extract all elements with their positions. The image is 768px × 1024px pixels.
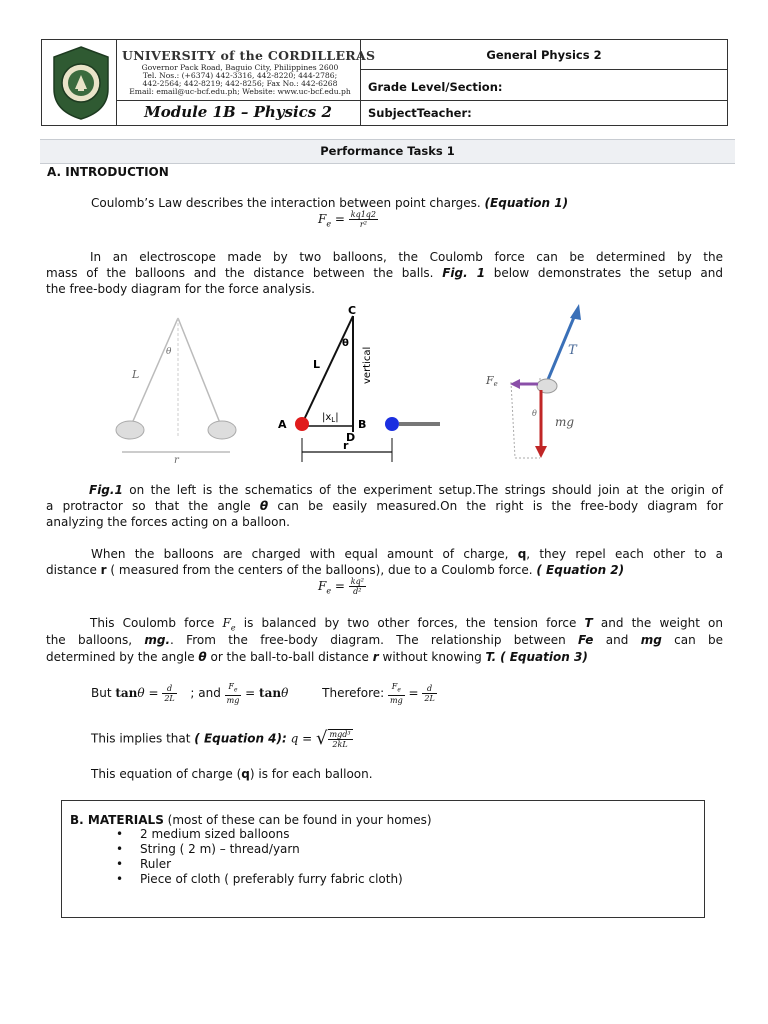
p3-fig-ref: Fig.1 — [89, 483, 123, 497]
p4-line1-b: , they repel each other to a — [526, 547, 723, 561]
p2-line2-text: mass of the balloons and the distance between the balls. — [46, 266, 434, 280]
eq3-theta-1: θ — [137, 685, 145, 700]
equation-3-line — [91, 682, 437, 705]
module-title: Module 1B – Physics 2 — [144, 103, 332, 121]
eq3-Fe-sub: e — [233, 686, 238, 694]
p5-Fe: F — [222, 616, 231, 630]
p5-line2-b: . From the free-body diagram. The relationship between — [170, 633, 579, 647]
fig-label-r-schematic: r — [174, 455, 179, 466]
intro-paragraph-7 — [91, 766, 373, 782]
address-line-4: Email: email@uc-bcf.edu.ph; Website: www.uc-bcf.edu.ph — [129, 87, 351, 96]
fig-label-Fe: Fe — [486, 374, 498, 388]
eq3-and: ; and — [186, 685, 225, 700]
header-divider-logo — [116, 40, 117, 125]
materials-list — [116, 827, 403, 887]
eq1-numerator: kq1q2 — [350, 210, 377, 219]
performance-task-title: Performance Tasks 1 — [320, 144, 455, 158]
eq4-q: q — [290, 731, 299, 746]
course-title: General Physics 2 — [486, 48, 602, 62]
materials-heading — [70, 812, 432, 828]
eq3-mg-2: mg — [390, 695, 403, 705]
p5-line3-c: without knowing — [378, 650, 486, 664]
list-item: • Piece of cloth ( preferably furry fabric cloth) — [116, 872, 403, 887]
eq3-2L-2: 2L — [424, 693, 435, 703]
eq3-mg-1: mg — [226, 695, 240, 705]
p5-r: r — [372, 650, 379, 664]
p3-theta: θ — [259, 499, 269, 513]
eq3-therefore: Therefore: — [322, 685, 388, 700]
intro-p1-text: Coulomb’s Law describes the interaction between point charges. — [91, 196, 485, 210]
eq1-lhs: F — [318, 212, 327, 226]
eq1-denominator: r² — [359, 220, 367, 229]
eq3-tan-1: tan — [115, 685, 138, 700]
p3-line2-a: a protractor so that the angle — [46, 499, 260, 513]
eq3-equals-2: = — [241, 685, 260, 700]
eq3-Fe-2: F — [391, 682, 398, 691]
eq4-denominator: 2kL — [332, 740, 348, 749]
fig-label-B: B — [358, 418, 367, 431]
intro-paragraph-2-line-3: the free-body diagram for the force analysis. — [46, 282, 315, 296]
fig-label-xL: $|x_L|$ — [322, 412, 339, 424]
eq3-tan-2: tan — [259, 685, 282, 700]
figure-1-schematic — [116, 318, 236, 466]
eq3-Fe: F — [228, 682, 234, 691]
university-seal-logo — [50, 45, 112, 121]
p4-line2-a: distance — [46, 563, 101, 577]
intro-paragraph-2-line-1: In an electroscope made by two balloons, the Coulomb force can be determined by the — [90, 250, 723, 264]
p5-T-end: T. — [485, 650, 497, 664]
p5-line2-d: can be — [661, 633, 723, 647]
fig-label-D: D — [346, 431, 356, 444]
eq2-numerator: kq² — [350, 577, 364, 586]
fig-label-theta-fbd: θ — [532, 409, 537, 418]
figure-1-free-body-diagram — [485, 304, 581, 458]
figure-1-geometry — [278, 304, 440, 462]
p4-line1-a: When the balloons are charged with equal amount of charge, — [91, 547, 518, 561]
figure-1 — [100, 298, 600, 468]
p5-line2-a: the balloons, — [46, 633, 145, 647]
eq3-equals-3: = — [404, 685, 423, 700]
eq3-equals-1: = — [144, 685, 163, 700]
p4-q: q — [517, 547, 527, 561]
intro-paragraph-5-line-2 — [46, 632, 723, 648]
eq3-but: But — [91, 685, 116, 700]
fig-label-vertical: vertical — [362, 346, 373, 384]
fig-label-C: C — [348, 304, 357, 317]
header-table — [41, 39, 728, 126]
p5-line1-b: is balanced by two other forces, the tension force — [235, 616, 585, 630]
grade-level-label: Grade Level/Section: — [368, 80, 503, 94]
eq3-2L-1: 2L — [164, 693, 175, 703]
equation-2: $F_e$ = $\frac{\text{kq²}}{\text{d²}}$ — [318, 577, 364, 596]
fig-label-L-schematic: L — [132, 368, 140, 381]
address-line-3: 442-2564; 442-8219; 442-8256; Fax No.: 442-6268 — [142, 79, 338, 88]
eq3-d-1: d — [162, 684, 176, 694]
performance-task-bar — [40, 139, 735, 164]
eq4-numerator: mgd³ — [329, 730, 351, 739]
equation-1: $F_e$ = $\frac{kq1q2}{\text{r²}}$ — [318, 210, 377, 229]
p3-line1-text: on the left is the schematics of the experiment setup.The strings should join at the origin of — [122, 483, 723, 497]
p5-mg2: mg — [640, 633, 662, 647]
intro-paragraph-4-line-2 — [46, 562, 624, 578]
fig-label-mg: mg — [555, 415, 575, 429]
fig-label-L-geometry: L — [313, 358, 321, 371]
eq3-d-2: d — [422, 684, 436, 694]
p5-Fe-sub: e — [230, 623, 236, 633]
eq3-Fe-frac — [225, 682, 242, 696]
p4-line2-b: ( measured from the centers of the balloons), due to a Coulomb force. — [106, 563, 537, 577]
eq3-Fe-sub-2: e — [397, 686, 401, 694]
materials-label: B. MATERIALS — [70, 813, 164, 827]
equation-3-ref: ( Equation 3) — [500, 650, 588, 664]
p5-theta: θ — [198, 650, 207, 664]
p2-fig-ref: Fig. 1 — [442, 266, 486, 280]
p5-line2-c: and — [593, 633, 641, 647]
sqrt-symbol: √ — [316, 728, 328, 749]
eq2-sub: e — [326, 586, 332, 596]
materials-note: (most of these can be found in your homes) — [163, 813, 432, 827]
p7-a: This equation of charge ( — [91, 767, 242, 781]
eq3-Fe-frac-2 — [388, 682, 405, 696]
eq1-sub: e — [326, 219, 332, 229]
intro-paragraph-3-line-2 — [46, 498, 723, 514]
p2-line2-tail: below demonstrates the setup and — [485, 266, 723, 280]
address-line-2: Tel. Nos.: (+6374) 442-3316, 442-8220; 444-2786; — [142, 71, 338, 80]
fig-label-T: T — [568, 343, 577, 358]
eq3-theta-2: θ — [281, 685, 289, 700]
equation-1-ref: (Equation 1) — [484, 196, 569, 210]
equation-4-ref: ( Equation 4): — [194, 731, 287, 746]
intro-paragraph-1 — [91, 195, 568, 211]
introduction-heading: A. INTRODUCTION — [47, 165, 169, 179]
list-item: • Ruler — [116, 857, 403, 872]
list-item: • 2 medium sized balloons — [116, 827, 403, 842]
p5-line1-c: and the weight on — [592, 616, 724, 630]
p7-q: q — [241, 767, 250, 781]
university-name: UNIVERSITY of the CORDILLERAS — [122, 48, 376, 63]
p6-text: This implies that — [91, 731, 195, 746]
list-item: • String ( 2 m) – thread/yarn — [116, 842, 403, 857]
p5-T: T — [584, 616, 593, 630]
intro-paragraph-3-line-3: analyzing the forces acting on a balloon. — [46, 515, 290, 529]
intro-paragraph-3-line-1 — [46, 482, 723, 498]
p3-line2-b: can be easily measured.On the right is the free-body diagram for — [268, 499, 724, 513]
fig-label-theta-geometry: θ — [342, 338, 349, 349]
materials-box — [61, 800, 705, 918]
intro-paragraph-4-line-1 — [46, 546, 723, 562]
p7-b: ) is for each balloon. — [249, 767, 373, 781]
eq2-lhs: F — [318, 579, 327, 593]
fig-label-theta-schematic: θ — [166, 347, 172, 357]
header-divider-right-1 — [360, 69, 727, 70]
equation-2-ref: ( Equation 2) — [536, 563, 625, 577]
p5-line1-a: This Coulomb force — [90, 616, 223, 630]
equation-4-line: This implies that ( Equation 4): q = √ $\frac{\text{mgd³}}{2kL}$ — [91, 728, 351, 749]
p5-line3-a: determined by the angle — [46, 650, 199, 664]
subject-teacher-label: SubjectTeacher: — [368, 106, 472, 120]
address-line-1: Governor Pack Road, Baguio City, Philippines 2600 — [141, 63, 339, 72]
fig-label-A: A — [278, 418, 287, 431]
p5-mg: mg. — [144, 633, 171, 647]
intro-paragraph-5-line-3 — [46, 649, 588, 665]
p5-line3-b: or the ball-to-ball distance — [206, 650, 373, 664]
header-divider-row — [116, 100, 727, 101]
p4-r: r — [100, 563, 107, 577]
fig-label-r-geometry: r — [343, 439, 349, 452]
intro-paragraph-2-line-2 — [46, 265, 723, 281]
eq2-denominator: d² — [353, 587, 362, 596]
p5-Fe-bold: Fe — [578, 633, 594, 647]
